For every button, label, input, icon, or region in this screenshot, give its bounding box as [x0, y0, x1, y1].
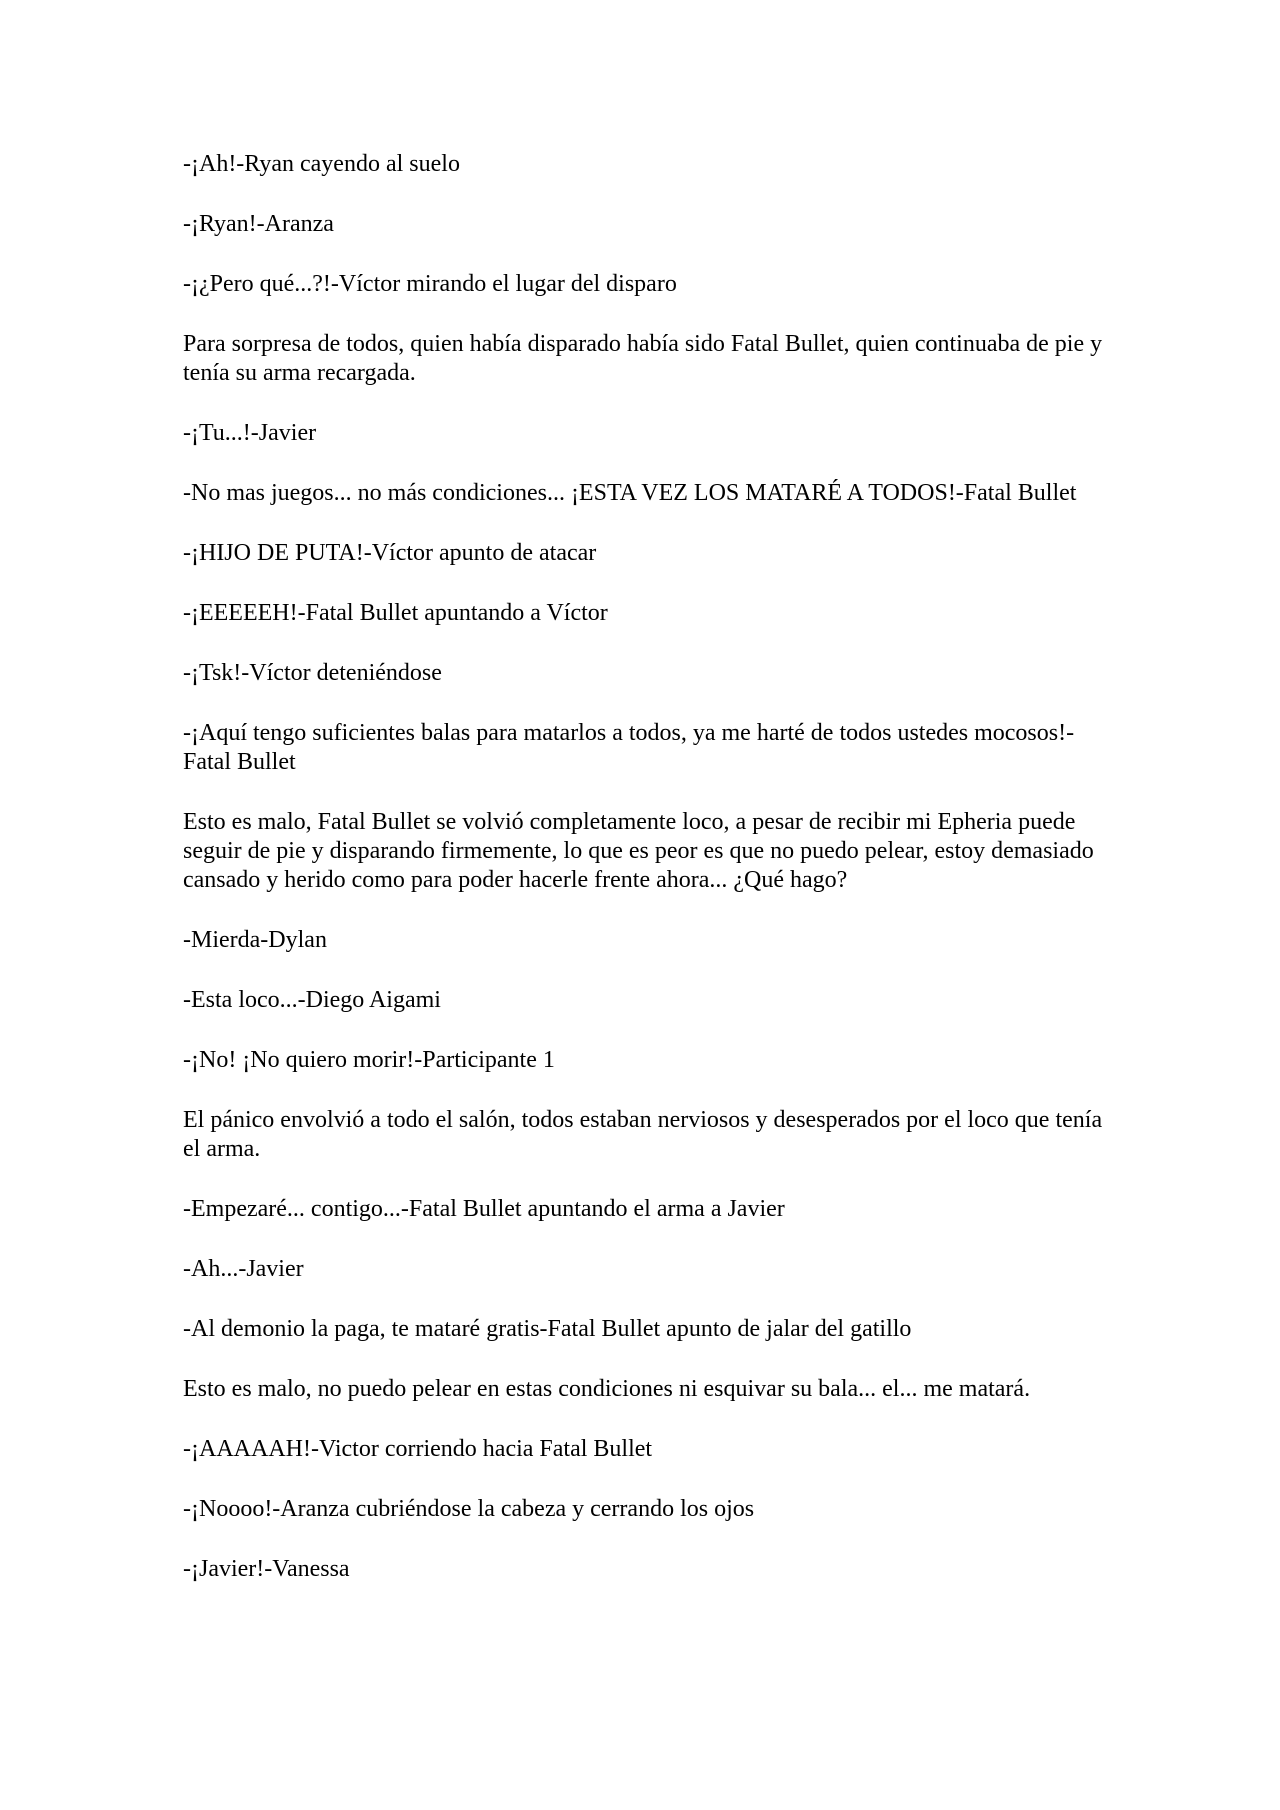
paragraph: -¡AAAAAH!-Victor corriendo hacia Fatal Bullet [183, 1436, 653, 1462]
paragraph: -¡EEEEEH!-Fatal Bullet apuntando a Víctor [183, 600, 608, 626]
paragraph: -¡Aquí tengo suficientes balas para matarlos a todos, ya me harté de todos ustedes mocosos!-Fatal Bullet [183, 720, 1075, 775]
paragraph: -¡Javier!-Vanessa [183, 1556, 350, 1582]
paragraph: Esto es malo, no puedo pelear en estas condiciones ni esquivar su bala... el... me matará. [183, 1376, 1031, 1402]
paragraph: -Empezaré... contigo...-Fatal Bullet apuntando el arma a Javier [183, 1196, 785, 1222]
paragraph: -¡No! ¡No quiero morir!-Participante 1 [183, 1047, 555, 1073]
paragraph: Esto es malo, Fatal Bullet se volvió completamente loco, a pesar de recibir mi Epheria puede seguir de pie y disparando firmemente, lo que es peor es que no puedo pelear, estoy demasiado cansado y herido como para poder hacerle frente ahora... ¿Qué hago? [183, 809, 1094, 893]
paragraph: -¡Tu...!-Javier [183, 420, 317, 446]
paragraph: -No mas juegos... no más condiciones... ¡ESTA VEZ LOS MATARÉ A TODOS!-Fatal Bullet [183, 480, 1077, 506]
paragraph: -¡Ryan!-Aranza [183, 211, 334, 237]
paragraph: -¡HIJO DE PUTA!-Víctor apunto de atacar [183, 540, 597, 566]
document-body [183, 150, 1103, 1615]
paragraph: -Mierda-Dylan [183, 927, 327, 953]
paragraph: -¡Ah!-Ryan cayendo al suelo [183, 151, 460, 177]
paragraph: -Esta loco...-Diego Aigami [183, 987, 441, 1013]
paragraph: El pánico envolvió a todo el salón, todos estaban nerviosos y desesperados por el loco que tenía el arma. [183, 1107, 1103, 1162]
paragraph: -¡¿Pero qué...?!-Víctor mirando el lugar del disparo [183, 271, 677, 297]
paragraph: -Ah...-Javier [183, 1256, 304, 1282]
paragraph: -Al demonio la paga, te mataré gratis-Fatal Bullet apunto de jalar del gatillo [183, 1316, 912, 1342]
paragraph: Para sorpresa de todos, quien había disparado había sido Fatal Bullet, quien continuaba de pie y tenía su arma recargada. [183, 331, 1103, 386]
paragraph: -¡Tsk!-Víctor deteniéndose [183, 660, 442, 686]
paragraph: -¡Noooo!-Aranza cubriéndose la cabeza y cerrando los ojos [183, 1496, 755, 1522]
